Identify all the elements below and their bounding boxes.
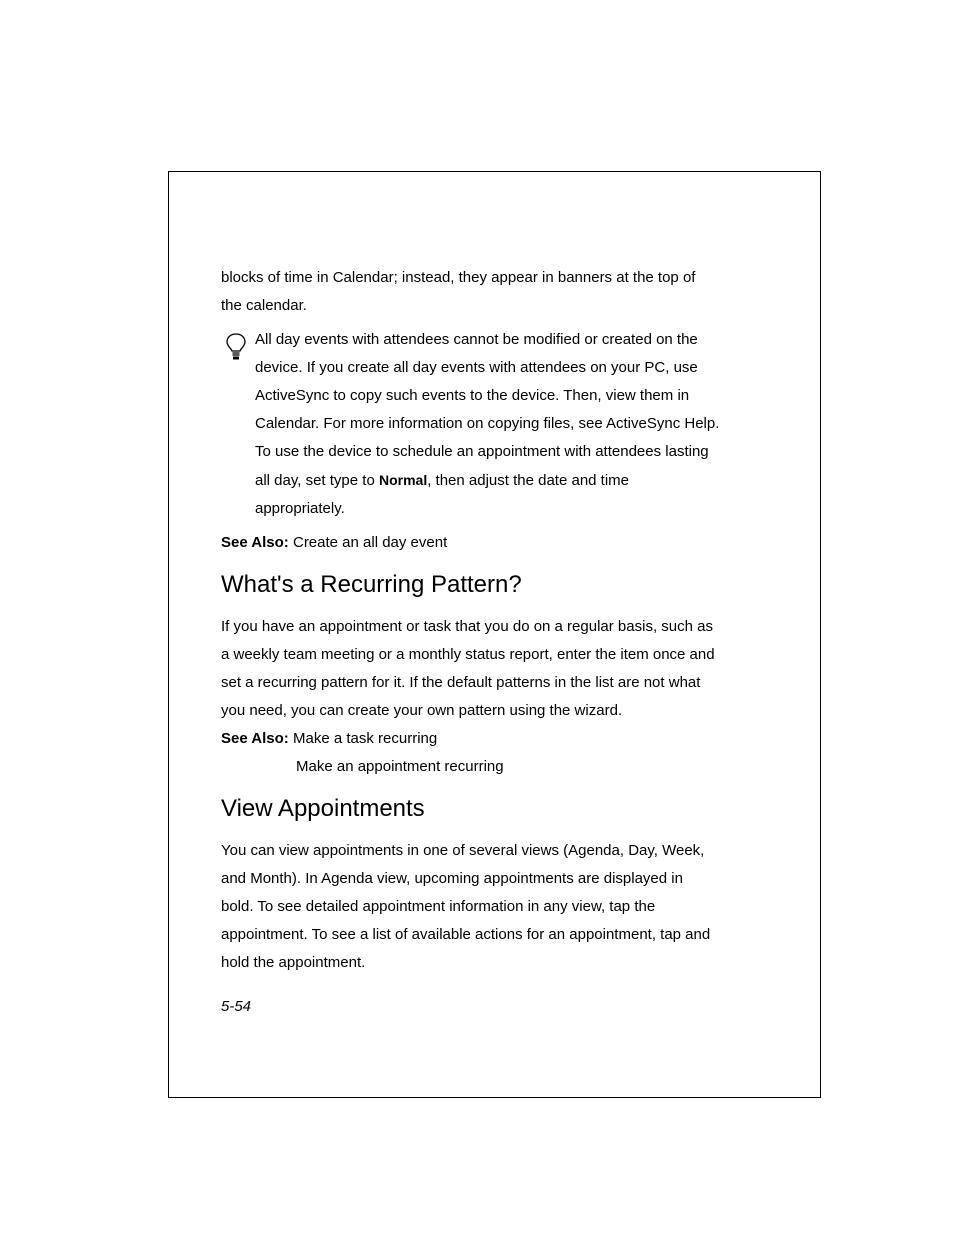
tip-line: appropriately.: [255, 500, 345, 517]
see-also-link[interactable]: Create an all day event: [288, 534, 448, 551]
section-heading-recurring: What's a Recurring Pattern?: [221, 571, 522, 598]
normal-keyword: Normal: [378, 472, 428, 488]
tip-line: All day events with attendees cannot be modified or created on the: [255, 331, 698, 348]
tip-text: all day, set type to: [255, 472, 379, 489]
see-also-link[interactable]: Make a task recurring: [292, 730, 438, 747]
tip-note: [221, 326, 741, 523]
lightbulb-icon: [224, 332, 248, 362]
page-number: 5-54: [221, 998, 252, 1015]
body-line: appointment. To see a list of available actions for an appointment, tap and: [221, 926, 711, 943]
see-also-line: [221, 529, 741, 557]
body-line: and Month). In Agenda view, upcoming appointments are displayed in: [221, 870, 683, 887]
page-content: [221, 264, 741, 1019]
body-line: If you have an appointment or task that you do on a regular basis, such as: [221, 618, 713, 635]
see-also-link[interactable]: Make an appointment recurring: [296, 758, 504, 775]
tip-line: device. If you create all day events with attendees on your PC, use: [255, 359, 698, 376]
see-also-label: See Also:: [221, 534, 289, 551]
body-line: hold the appointment.: [221, 954, 366, 971]
tip-line: ActiveSync to copy such events to the device. Then, view them in: [255, 387, 690, 404]
body-line: set a recurring pattern for it. If the default patterns in the list are not what: [221, 674, 701, 691]
tip-line: Calendar. For more information on copying files, see ActiveSync Help.: [255, 415, 720, 432]
tip-line: To use the device to schedule an appointment with attendees lasting: [255, 443, 709, 460]
body-line: you need, you can create your own pattern using the wizard.: [221, 702, 623, 719]
intro-line: the calendar.: [221, 297, 307, 314]
section-heading-view: View Appointments: [221, 795, 425, 822]
intro-line: blocks of time in Calendar; instead, they appear in banners at the top of: [221, 269, 696, 286]
see-also-line: [221, 753, 741, 781]
see-also-line: [221, 725, 741, 753]
see-also-label: See Also:: [221, 730, 289, 747]
body-line: a weekly team meeting or a monthly status report, enter the item once and: [221, 646, 715, 663]
body-line: bold. To see detailed appointment information in any view, tap the: [221, 898, 656, 915]
tip-line: [255, 466, 741, 495]
body-line: You can view appointments in one of several views (Agenda, Day, Week,: [221, 842, 705, 859]
tip-text: , then adjust the date and time: [427, 472, 630, 489]
